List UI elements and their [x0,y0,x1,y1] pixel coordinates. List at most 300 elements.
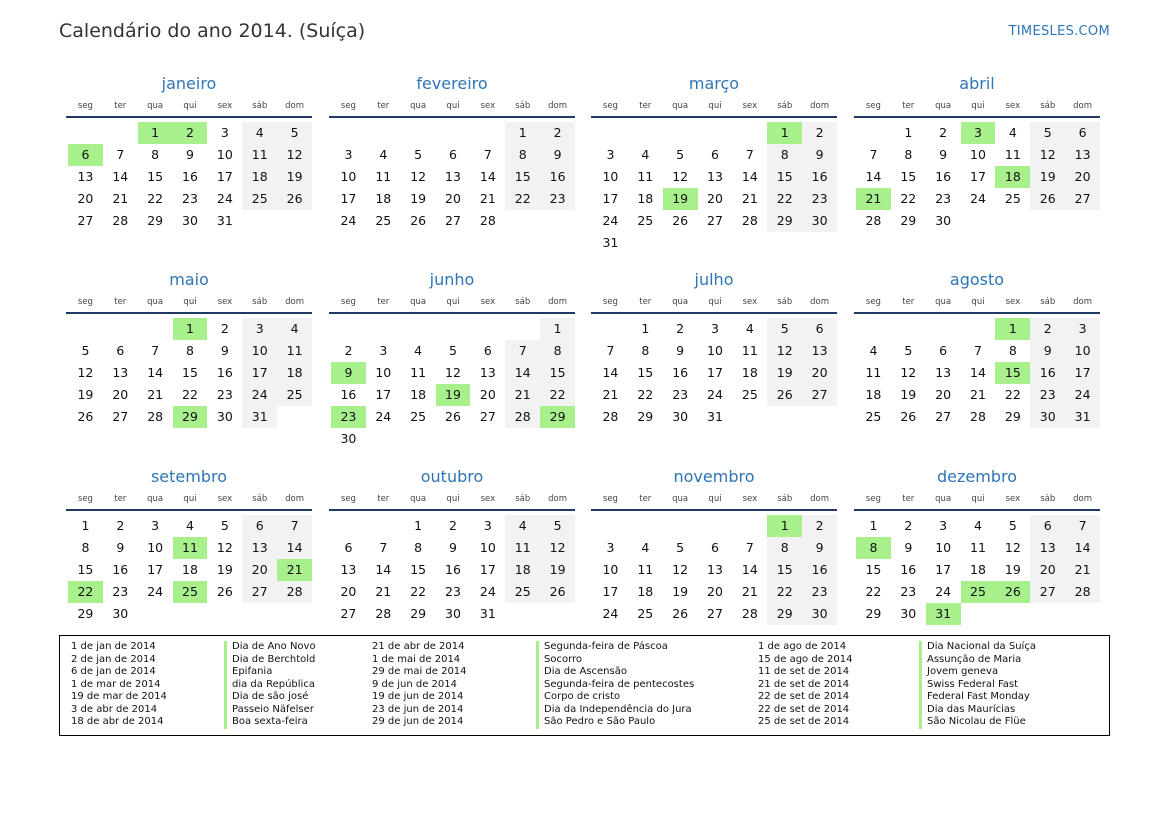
day-cell: 27 [1065,188,1100,210]
weekday-label: sex [1005,494,1021,504]
day-cell: 6 [116,343,125,358]
day-cell: 20 [707,191,723,206]
weekday-label: qua [147,101,164,111]
holiday-name: Dia de Ascensão [536,666,694,679]
weekday-label: qui [708,101,722,111]
weekday-label: seg [602,297,618,307]
day-cell: 24 [479,584,496,599]
week-row [331,362,575,384]
empty-cell [767,406,802,428]
weekday-label: sáb [252,297,268,307]
day-cell: 26 [216,584,233,599]
day-cell: 24 [1065,384,1100,406]
empty-cell [593,122,628,144]
week-row [68,581,312,603]
day-cell: 3 [939,518,948,533]
week-row [68,166,312,188]
holiday-day-cell: 6 [68,144,103,166]
day-cell: 25 [637,213,654,228]
day-cell: 26 [672,213,689,228]
holiday-day-cell: 11 [173,537,208,559]
month-name: julho [694,270,734,289]
day-cell: 3 [242,318,277,340]
empty-cell [663,515,698,537]
weekday-label: qua [935,101,952,111]
holiday-name: Jovem geneva [919,666,1036,679]
day-cell: 3 [220,125,229,140]
weekday-label: qui [971,101,985,111]
holiday-list-box [59,635,1110,736]
week-row [593,362,837,384]
day-cell: 4 [505,515,540,537]
holiday-name: Passeio Näfelser [224,704,316,717]
weekday-header [591,98,837,118]
weekday-label: seg [865,494,881,504]
day-cell: 18 [182,562,198,577]
day-cell: 7 [505,340,540,362]
day-cell: 17 [216,169,233,184]
week-row [68,340,312,362]
holiday-name: Segunda-feira de Páscoa [536,641,694,654]
day-cell: 7 [277,515,312,537]
day-cell: 13 [479,365,496,380]
day-cell: 15 [767,166,802,188]
holiday-date: 15 de ago de 2014 [758,653,853,665]
day-cell: 7 [483,147,492,162]
weekday-label: sáb [777,101,793,111]
weekday-label: dom [810,494,830,504]
weekday-label: sáb [777,297,793,307]
day-cell: 11 [375,169,392,184]
weekday-label: dom [548,297,568,307]
day-cell: 23 [672,387,689,402]
week-row [331,581,575,603]
day-cell: 22 [540,384,575,406]
month-dezembro [854,465,1100,625]
weekday-label: sex [480,101,496,111]
empty-cell [732,515,767,537]
day-cell: 10 [970,147,986,162]
empty-cell [277,210,312,232]
empty-cell [207,603,242,625]
week-row [593,122,837,144]
empty-cell [277,406,312,428]
weekday-header [66,491,312,511]
day-cell: 5 [1008,518,1017,533]
day-cell: 22 [410,584,427,599]
day-cell: 18 [242,166,277,188]
holiday-day-cell: 31 [926,603,961,625]
day-cell: 8 [186,343,194,358]
day-cell: 8 [414,540,423,555]
day-cell: 19 [410,191,427,206]
holiday-name: Dia de são josé [224,691,316,704]
empty-cell [173,603,208,625]
weekday-label: sáb [252,101,268,111]
empty-cell [366,515,401,537]
day-cell: 28 [1065,581,1100,603]
day-cell: 8 [505,144,540,166]
day-cell: 28 [741,606,758,621]
day-cell: 29 [1004,409,1021,424]
day-cell: 6 [483,343,492,358]
week-row [593,232,837,254]
weekday-label: seg [865,101,881,111]
day-cell: 11 [637,169,654,184]
day-cell: 2 [449,518,457,533]
holiday-date: 1 de mar de 2014 [71,678,161,690]
day-cell: 16 [672,365,689,380]
day-cell: 18 [741,365,758,380]
day-cell: 12 [1004,540,1021,555]
weekday-label: sex [1005,101,1021,111]
month-name: outubro [420,467,484,486]
day-cell: 23 [540,188,575,210]
holiday-name: Dia Nacional da Suíça [919,641,1036,654]
day-cell: 16 [935,169,952,184]
holiday-day-cell: 1 [173,318,208,340]
empty-cell [505,428,540,450]
day-cell: 13 [707,169,723,184]
week-row [856,603,1100,625]
day-cell: 21 [505,384,540,406]
empty-cell [331,515,366,537]
day-cell: 17 [602,191,619,206]
day-cell: 11 [505,537,540,559]
day-cell: 26 [410,213,427,228]
weekday-label: ter [639,101,652,111]
week-row [331,122,575,144]
day-cell: 10 [147,540,164,555]
day-cell: 6 [711,540,719,555]
day-cell: 24 [935,584,952,599]
empty-cell [628,122,663,144]
holiday-day-cell: 23 [331,406,366,428]
empty-cell [138,318,173,340]
week-row [593,559,837,581]
week-row [593,384,837,406]
weekday-label: qui [446,101,460,111]
week-row [331,210,575,232]
weekday-label: seg [77,494,93,504]
holiday-day-cell: 19 [436,384,471,406]
week-row [331,384,575,406]
week-row [68,537,312,559]
day-cell: 9 [802,144,837,166]
day-cell: 24 [375,409,392,424]
day-cell: 16 [802,166,837,188]
day-cell: 30 [216,409,233,424]
day-cell: 8 [540,340,575,362]
weekday-label: dom [1073,494,1093,504]
holiday-day-cell: 19 [663,188,698,210]
day-cell: 19 [767,362,802,384]
day-cell: 17 [375,387,392,402]
empty-cell [1030,603,1065,625]
weekday-label: qua [410,101,427,111]
day-cell: 30 [672,409,689,424]
holiday-name: São Pedro e São Paulo [536,716,694,729]
day-cell: 20 [802,362,837,384]
day-cell: 13 [77,169,94,184]
day-cell: 27 [1030,581,1065,603]
day-cell: 12 [277,144,312,166]
day-cell: 14 [375,562,392,577]
day-cell: 29 [637,409,654,424]
day-cell: 27 [707,213,723,228]
holiday-date: 29 de jun de 2014 [372,716,464,727]
weekday-label: sex [1005,297,1021,307]
holiday-date: 3 de abr de 2014 [71,703,158,715]
day-cell: 20 [935,387,952,402]
weekday-label: sex [217,297,233,307]
week-row [331,166,575,188]
day-cell: 18 [637,584,654,599]
day-cell: 30 [112,606,129,621]
holiday-name: Dia de Ano Novo [224,641,316,654]
day-cell: 22 [1004,387,1021,402]
day-cell: 6 [242,515,277,537]
week-row [331,537,575,559]
day-cell: 5 [904,343,913,358]
month-julho [591,268,837,428]
weekday-label: ter [377,494,390,504]
day-cell: 5 [81,343,90,358]
holiday-date: 1 de mai de 2014 [372,653,461,665]
day-cell: 23 [112,584,129,599]
empty-cell [436,318,471,340]
holiday-date: 2 de jan de 2014 [71,653,156,665]
week-row [68,515,312,537]
day-cell: 6 [344,540,353,555]
week-row [68,318,312,340]
holiday-day-cell: 26 [995,581,1030,603]
holiday-day-cell: 29 [540,406,575,428]
weekday-label: dom [285,101,305,111]
empty-cell [663,232,698,254]
day-cell: 28 [112,213,129,228]
day-cell: 21 [741,191,758,206]
weekday-header [591,294,837,314]
weekday-label: seg [865,297,881,307]
empty-cell [103,318,138,340]
site-link[interactable]: TIMESLES.COM [1008,24,1110,39]
day-cell: 14 [602,365,619,380]
weekday-label: seg [340,101,356,111]
day-cell: 21 [970,387,986,402]
day-cell: 17 [242,362,277,384]
day-cell: 9 [220,343,229,358]
day-cell: 4 [242,122,277,144]
week-row [593,603,837,625]
day-cell: 5 [676,147,685,162]
day-cell: 22 [637,387,654,402]
holiday-day-cell: 21 [277,559,312,581]
empty-cell [802,406,837,428]
weekday-label: sáb [515,297,531,307]
weekday-label: sáb [1040,494,1056,504]
empty-cell [1065,210,1100,232]
holiday-name: Dia das Maurícias [919,704,1036,717]
weekday-label: qui [446,494,460,504]
day-cell: 4 [641,147,650,162]
day-cell: 4 [1008,125,1017,140]
day-cell: 18 [865,387,882,402]
day-cell: 26 [767,384,802,406]
day-cell: 21 [147,387,164,402]
day-cell: 20 [340,584,357,599]
day-cell: 3 [151,518,160,533]
day-cell: 25 [637,606,654,621]
day-cell: 24 [602,213,619,228]
holiday-name: Dia da Independência do Jura [536,704,694,717]
day-cell: 1 [414,518,423,533]
month-janeiro [66,72,312,232]
day-cell: 17 [970,169,986,184]
day-cell: 19 [540,559,575,581]
week-row [68,144,312,166]
week-row [856,515,1100,537]
day-cell: 26 [540,581,575,603]
day-cell: 20 [1030,559,1065,581]
day-cell: 31 [479,606,496,621]
day-cell: 8 [767,144,802,166]
day-cell: 24 [242,384,277,406]
weekday-label: ter [114,297,127,307]
holiday-date-column [71,641,167,729]
day-cell: 30 [935,213,952,228]
holiday-name: Segunda-feira de pentecostes [536,679,694,692]
day-cell: 20 [707,584,723,599]
day-cell: 23 [216,387,233,402]
weekday-label: qui [183,494,197,504]
month-março [591,72,837,254]
day-cell: 19 [1030,166,1065,188]
holiday-day-cell: 29 [173,406,208,428]
day-cell: 9 [116,540,125,555]
weekday-label: seg [77,297,93,307]
day-cell: 28 [505,406,540,428]
week-row [856,559,1100,581]
holiday-date: 22 de set de 2014 [758,691,850,702]
day-cell: 17 [147,562,164,577]
month-name: maio [169,270,209,289]
day-cell: 26 [445,409,461,424]
week-row [593,537,837,559]
empty-cell [242,603,277,625]
month-name: setembro [150,467,228,486]
day-cell: 28 [970,409,986,424]
day-cell: 27 [112,409,129,424]
empty-cell [505,318,540,340]
day-cell: 15 [147,169,164,184]
empty-cell [505,603,540,625]
day-cell: 11 [1004,147,1021,162]
day-cell: 8 [904,147,913,162]
holiday-name: São Nicolau de Flüe [919,716,1036,729]
weekday-label: seg [340,494,356,504]
day-cell: 17 [1065,362,1100,384]
day-cell: 14 [479,169,496,184]
day-cell: 23 [802,188,837,210]
day-cell: 15 [182,365,198,380]
holiday-day-cell: 8 [856,537,891,559]
holiday-date: 21 de abr de 2014 [372,641,465,652]
day-cell: 27 [445,213,461,228]
weekday-label: sex [217,494,233,504]
weekday-label: dom [285,297,305,307]
empty-cell [331,318,366,340]
holiday-day-cell: 22 [68,581,103,603]
empty-cell [593,515,628,537]
day-cell: 27 [935,409,952,424]
day-cell: 8 [767,537,802,559]
weekday-label: seg [340,297,356,307]
weekday-header [66,294,312,314]
day-cell: 5 [414,147,423,162]
empty-cell [663,122,698,144]
day-cell: 31 [1065,406,1100,428]
day-cell: 10 [375,365,392,380]
week-row [68,188,312,210]
day-cell: 28 [479,213,496,228]
weekday-label: qui [183,101,197,111]
day-cell: 29 [147,213,164,228]
day-cell: 15 [767,559,802,581]
day-cell: 2 [1030,318,1065,340]
holiday-day-cell: 1 [767,122,802,144]
day-cell: 12 [540,537,575,559]
day-cell: 17 [602,584,619,599]
weekday-label: ter [114,494,127,504]
day-cell: 23 [900,584,917,599]
day-cell: 14 [865,169,882,184]
weekday-header [854,98,1100,118]
day-cell: 7 [974,343,982,358]
weekday-header [854,491,1100,511]
day-cell: 31 [602,235,619,250]
day-cell: 7 [379,540,388,555]
day-cell: 12 [767,340,802,362]
weekday-label: sex [480,494,496,504]
holiday-day-cell: 1 [767,515,802,537]
holiday-name: dia da República [224,679,316,692]
holiday-day-cell: 1 [995,318,1030,340]
week-row [856,340,1100,362]
weekday-label: qua [410,297,427,307]
week-row [331,428,575,450]
empty-cell [628,515,663,537]
weekday-label: sex [742,101,758,111]
day-cell: 23 [182,191,198,206]
day-cell: 21 [1065,559,1100,581]
holiday-date-column [758,641,852,729]
day-cell: 17 [707,365,723,380]
empty-cell [68,318,103,340]
day-cell: 13 [112,365,129,380]
day-cell: 24 [147,584,164,599]
day-cell: 17 [340,191,357,206]
week-row [68,384,312,406]
empty-cell [1030,210,1065,232]
day-cell: 22 [505,188,540,210]
day-cell: 30 [802,210,837,232]
day-cell: 10 [479,540,496,555]
week-row [593,515,837,537]
holiday-name: Epifania [224,666,316,679]
day-cell: 20 [445,191,461,206]
empty-cell [277,603,312,625]
